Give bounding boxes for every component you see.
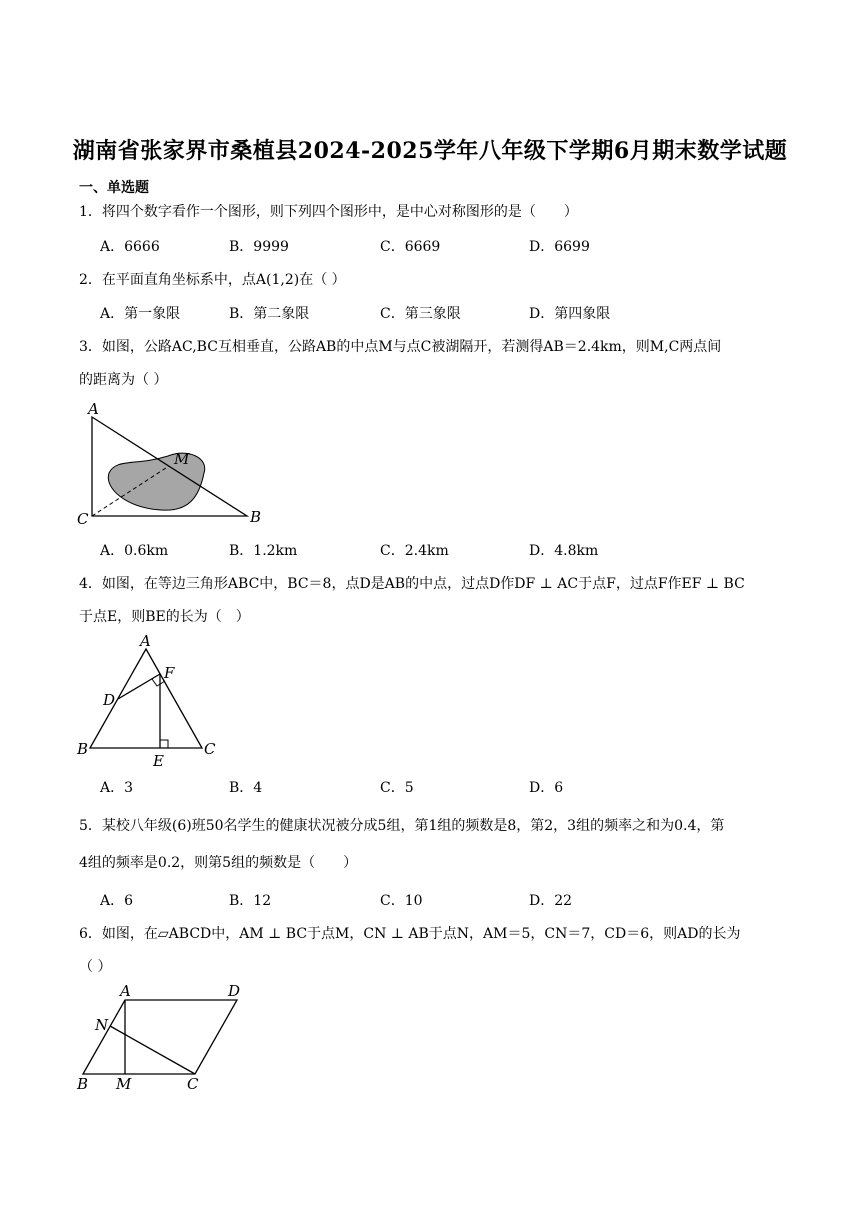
segment-cn (110, 1026, 195, 1074)
q1-option-c: C．6669 (380, 239, 441, 255)
question-6-stem-line1: 6．如图，在▱ABCD中，AM ⊥ BC于点M，CN ⊥ AB于点N，AM＝5，CN＝7，CD＝6，则AD的长为 (79, 926, 741, 942)
q5-option-a: A．6 (100, 893, 134, 909)
q3-option-a: A．0.6km (100, 543, 169, 559)
q1-option-b: B．9999 (229, 239, 289, 255)
q2-option-b: B．第二象限 (229, 306, 310, 322)
q4-option-b: B．4 (229, 780, 263, 796)
q2-option-a: A．第一象限 (100, 306, 181, 322)
question-1-stem: 1．将四个数字看作一个图形，则下列四个图形中，是中心对称图形的是（ ） (79, 204, 578, 220)
question-4-stem-line2: 于点E，则BE的长为（ ） (79, 609, 250, 625)
q5-option-c: C．10 (380, 893, 423, 909)
question-2-stem: 2．在平面直角坐标系中，点A(1,2)在（ ） (79, 272, 346, 288)
label-b: B (250, 508, 262, 526)
label-e: E (153, 752, 164, 770)
q3-option-c: C．2.4km (380, 543, 449, 559)
q3-figure-right-triangle (76, 398, 276, 530)
q4-figure-equilateral-triangle (76, 632, 226, 772)
label-c: C (187, 1075, 199, 1093)
label-a: A (140, 632, 151, 650)
label-c: C (204, 740, 216, 758)
q1-option-d: D．6699 (529, 239, 590, 255)
label-m: M (116, 1075, 132, 1093)
q6-figure-parallelogram (76, 982, 256, 1094)
label-m: M (174, 450, 190, 468)
question-3-stem-line2: 的距离为（ ） (79, 372, 168, 388)
label-b: B (77, 740, 89, 758)
label-c: C (77, 510, 89, 528)
label-n: N (95, 1016, 109, 1034)
question-5-stem-line1: 5．某校八年级(6)班50名学生的健康状况被分成5组，第1组的频数是8，第2，3组的频率之和为0.4，第 (79, 818, 725, 834)
label-b: B (77, 1075, 89, 1093)
q5-option-d: D．22 (529, 893, 573, 909)
q2-option-d: D．第四象限 (529, 306, 611, 322)
label-d: D (103, 691, 116, 709)
label-a: A (120, 982, 131, 1000)
q5-option-b: B．12 (229, 893, 272, 909)
q4-option-d: D．6 (529, 780, 564, 796)
question-4-stem-line1: 4．如图，在等边三角形ABC中，BC＝8，点D是AB的中点，过点D作DF ⊥ AC于点F，过点F作EF ⊥ BC (79, 576, 745, 592)
question-5-stem-line2: 4组的频率是0.2，则第5组的频数是（ ） (79, 855, 358, 871)
question-3-stem-line1: 3．如图，公路AC,BC互相垂直，公路AB的中点M与点C被湖隔开，若测得AB＝2.4km，则M,C两点间 (79, 339, 722, 355)
right-angle-e (160, 740, 168, 748)
label-a: A (88, 400, 99, 418)
page-title: 湖南省张家界市桑植县2024-2025学年八年级下学期6月期末数学试题 (72, 138, 788, 164)
q3-option-d: D．4.8km (529, 543, 599, 559)
q4-option-c: C．5 (380, 780, 414, 796)
label-f: F (164, 664, 175, 682)
q4-option-a: A．3 (100, 780, 134, 796)
question-6-stem-line2: （ ） (79, 959, 112, 975)
q2-option-c: C．第三象限 (380, 306, 461, 322)
q3-option-b: B．1.2km (229, 543, 298, 559)
label-d: D (228, 982, 241, 1000)
parallelogram-abcd (83, 1000, 237, 1074)
lake-shape (108, 453, 204, 510)
q1-option-a: A．6666 (100, 239, 160, 255)
section-heading: 一、单选题 (79, 180, 149, 196)
